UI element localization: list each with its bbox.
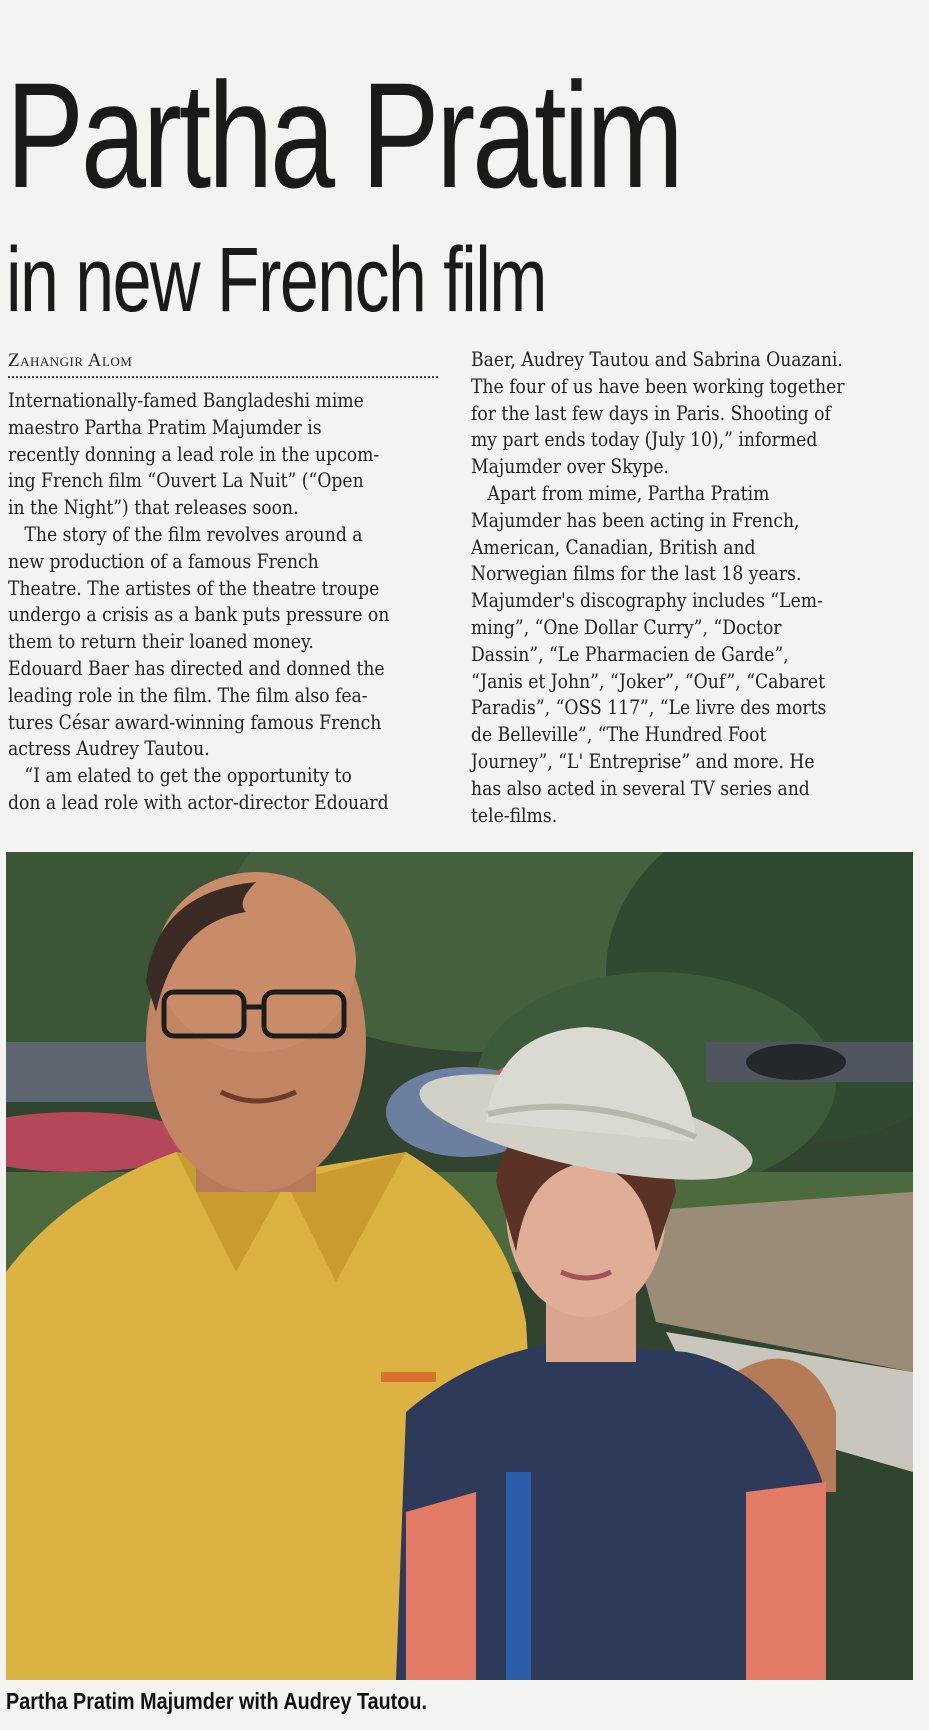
text-line: Majumder over Skype.: [471, 454, 669, 479]
text-line: Internationally-famed Bangladeshi mime: [8, 388, 364, 412]
text-line: new production of a famous French: [8, 548, 319, 573]
article-column-2: [471, 346, 916, 828]
text-line: Norwegian films for the last 18 years.: [471, 561, 802, 586]
article-column-1: [8, 387, 448, 816]
text-line: Apart from mime, Partha Pratim: [471, 480, 770, 505]
text-line: “I am elated to get the opportunity to: [8, 763, 352, 788]
byline: Zahangir Alom: [8, 350, 133, 371]
photo-caption: Partha Pratim Majumder with Audrey Tautou.: [6, 1688, 427, 1714]
dotted-divider: [8, 376, 438, 378]
text-line: Theatre. The artistes of the theatre troupe: [8, 575, 380, 600]
text-line: Journey”, “L' Entreprise” and more. He: [471, 748, 815, 773]
headline: Partha Pratim: [6, 51, 681, 219]
text-line: The four of us have been working together: [471, 373, 845, 398]
text-line: my part ends today (July 10),” informed: [471, 427, 818, 452]
text-line: ing French film “Ouvert La Nuit” (“Open: [8, 468, 364, 493]
text-line: American, Canadian, British and: [471, 534, 756, 559]
text-line: “Janis et John”, “Joker”, “Ouf”, “Cabaret: [471, 668, 826, 693]
text-line: tures César award-winning famous French: [8, 709, 382, 734]
text-line: The story of the film revolves around a: [8, 521, 363, 546]
text-line: for the last few days in Paris. Shooting of: [471, 400, 831, 425]
text-line: Paradis”, “OSS 117”, “Le livre des morts: [471, 695, 827, 720]
article-photo: [6, 852, 913, 1680]
text-line: Edouard Baer has directed and donned the: [8, 655, 385, 680]
text-line: undergo a crisis as a bank puts pressure on: [8, 602, 390, 627]
text-line: maestro Partha Pratim Majumder is: [8, 414, 322, 439]
text-line: actress Audrey Tautou.: [8, 736, 210, 761]
text-line: tele-films.: [471, 802, 558, 827]
text-line: don a lead role with actor-director Edouard: [8, 789, 389, 814]
text-line: Baer, Audrey Tautou and Sabrina Ouazani.: [471, 347, 843, 371]
text-line: has also acted in several TV series and: [471, 775, 810, 800]
text-line: Majumder has been acting in French,: [471, 507, 800, 532]
text-line: ming”, “One Dollar Curry”, “Doctor: [471, 614, 782, 639]
text-line: recently donning a lead role in the upcom-: [8, 441, 380, 466]
subheadline: in new French film: [6, 229, 546, 331]
text-line: in the Night”) that releases soon.: [8, 495, 299, 520]
text-line: Dassin”, “Le Pharmacien de Garde”,: [471, 641, 789, 666]
text-line: de Belleville”, “The Hundred Foot: [471, 722, 767, 747]
text-line: them to return their loaned money.: [8, 629, 314, 654]
text-line: leading role in the film. The film also fea-: [8, 682, 368, 707]
photo-illustration: [6, 852, 913, 1680]
text-line: Majumder's discography includes “Lem-: [471, 588, 823, 613]
